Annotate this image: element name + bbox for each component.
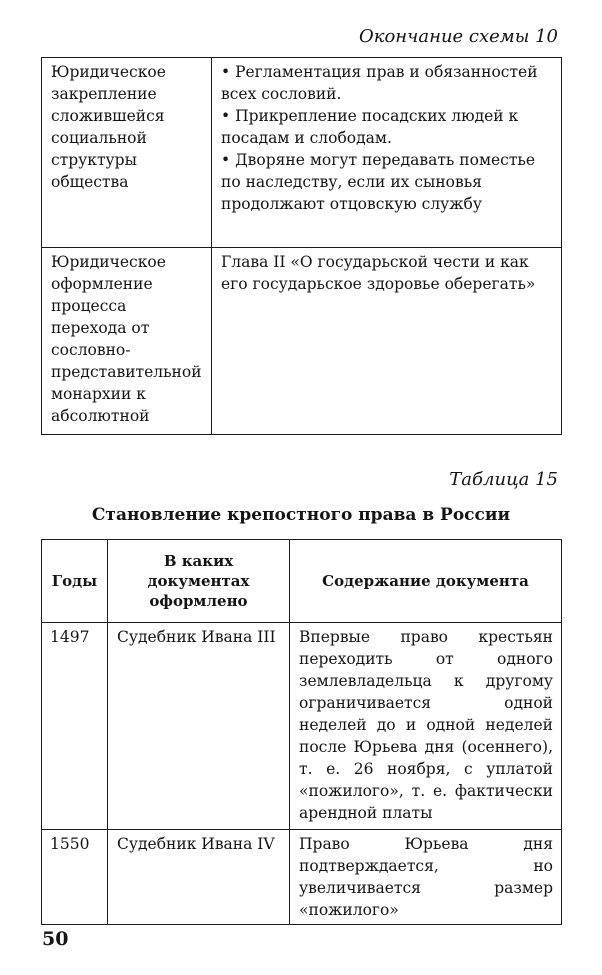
page-number: 50 [42, 928, 69, 950]
table-row [42, 248, 562, 435]
list-item: • Дворяне могут передавать поместье по наследству, если их сыновья продолжают отцовскую службу [221, 151, 536, 213]
table-row [42, 58, 562, 248]
table-title: Становление крепостного права в России [91, 505, 511, 525]
table-row [42, 623, 562, 830]
header-content: Содержание документа [290, 540, 562, 623]
cell-year: 1550 [42, 830, 108, 925]
serfdom-table [41, 539, 562, 925]
scheme-row-label: Юридическое оформление процесса перехода от сословно-представительной монархии к абсолютной [42, 248, 212, 435]
table-header-row [42, 540, 562, 623]
list-item: • Прикрепление посадских людей к посадам и слободам. [221, 107, 519, 147]
scheme-row-content: Глава II «О государьской чести и как его государьское здоровье оберегать» [212, 248, 562, 435]
scheme-table [41, 57, 562, 435]
scheme-row-content [212, 58, 562, 248]
header-years: Годы [42, 540, 108, 623]
cell-document: Судебник Ивана III [108, 623, 290, 830]
table-caption: Таблица 15 [449, 469, 558, 490]
scheme-caption: Окончание схемы 10 [358, 26, 558, 47]
cell-content: Впервые право крестьян переходить от одного землевладельца к другому ограничивается одной неделей до и одной неделей после Юрьева дня (осеннего), т. е. 26 ноября, с уплатой «пожилого», т. е. фактически арендной платы [290, 623, 562, 830]
cell-document: Судебник Ивана IV [108, 830, 290, 925]
table-row [42, 830, 562, 925]
header-documents: В каких документах оформлено [108, 540, 290, 623]
scheme-row-label: Юридическое закрепление сложившейся социальной структуры общества [42, 58, 212, 248]
list-item: • Регламентация прав и обязанностей всех сословий. [221, 63, 538, 103]
cell-year: 1497 [42, 623, 108, 830]
cell-content: Право Юрьева дня подтверждается, но увеличивается размер «пожилого» [290, 830, 562, 925]
